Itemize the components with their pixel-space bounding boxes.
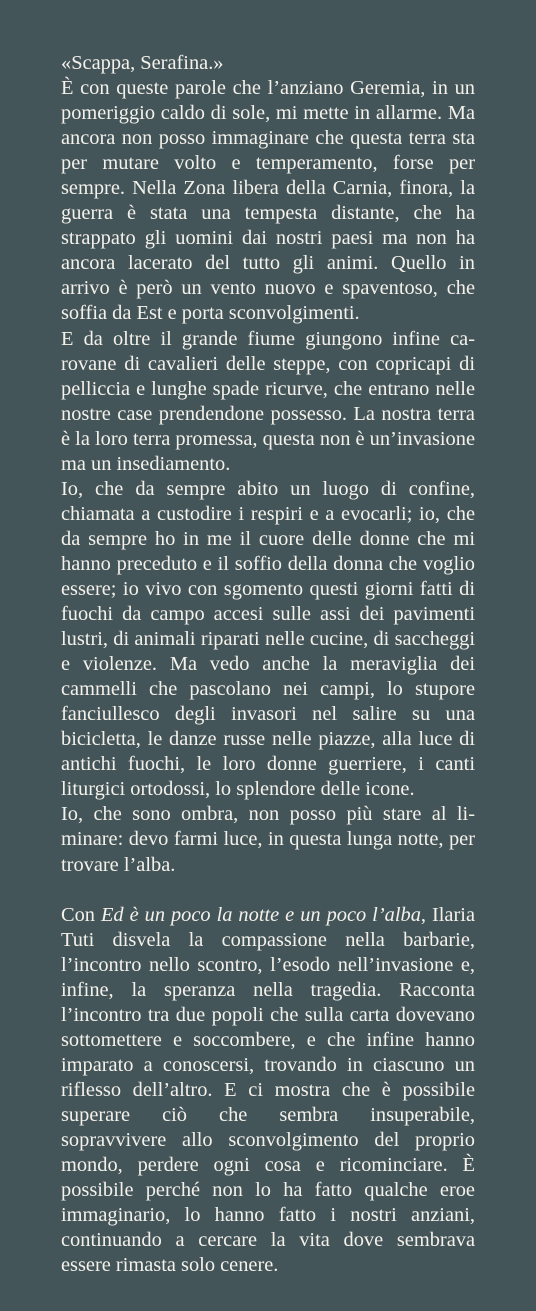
section-divider — [61, 878, 475, 903]
description-body: , Ilaria Tuti disvela la compassione nella barbarie, l’incontro nello scontro, l’esodo nell’invasione e, infine, la speranza nella tragedia. Racconta l’incontro tra due popoli che sulla carta dovevano sottomettere e soccombere, e che infine hanno imparato a conoscersi, trovando in ciascuno un riflesso dell’altro. E ci mostra che è possibile superare ciò che sembra insuperabile, sopravvivere allo sconvolgimento del proprio mondo, perdere ogni cosa e ricominciare. È possibile perché non lo ha fatto qualche eroe immaginario, lo hanno fatto i nostri anziani, continuando a cercare la vita dove sembrava essere rimasta solo cenere. — [61, 903, 475, 1277]
book-title: Ed è un poco la notte e un poco l’alba — [100, 903, 421, 926]
excerpt-paragraph: Io, che sono ombra, non posso più stare al liminare: devo farmi luce, in questa lunga notte, per trovare l’alba. — [61, 803, 475, 876]
excerpt-opening-line: «Scappa, Serafina.» — [61, 52, 224, 74]
excerpt-paragraph: È con queste parole che l’anziano Geremia, in un pomeriggio caldo di sole, mi mette in allarme. Ma ancora non posso immaginare che questa terra sta per mutare volto e temperamento, forse per sempre. Nella Zona libera della Carnia, finora, la guerra è stata una tempesta distante, che ha strappato gli uomini dai nostri paesi ma non ha ancora lacerato del tutto gli animi. Quello in arrivo è però un vento nuovo e spaventoso, che soffia da Est e porta sconvolgimenti. — [61, 77, 475, 325]
description-lead: Con — [61, 903, 101, 926]
excerpt-paragraph: Io, che da sempre abito un luogo di confine, chiamata a custodire i respiri e a evocarli; io, che da sempre ho in me il cuore delle donne che mi hanno preceduto e il soffio della donna che voglio essere; io vivo con sgomento questi giorni fatti di fuochi da campo accesi sulle assi dei pavimenti lustri, di animali riparati nelle cucine, di saccheggi e violenze. Ma vedo anche la meraviglia dei cammelli che pascolano nei campi, lo stupore fanciullesco degli invasori nel salire su una bicicletta, le danze russe nelle piazze, alla luce di antichi fuochi, le loro donne guerriere, i canti liturgici ortodossi, lo splendore delle icone. — [61, 477, 475, 801]
excerpt-paragraph: E da oltre il grande fiume giungono infine carovane di cavalieri delle steppe, con copricapi di pelliccia e lunghe spade ricurve, che entrano nelle nostre case prendendone possesso. La nostra terra è la loro terra promessa, questa non è un’invasione ma un insediamento. — [61, 327, 475, 475]
book-flap-text — [61, 51, 475, 1278]
description-paragraph — [61, 903, 475, 1279]
